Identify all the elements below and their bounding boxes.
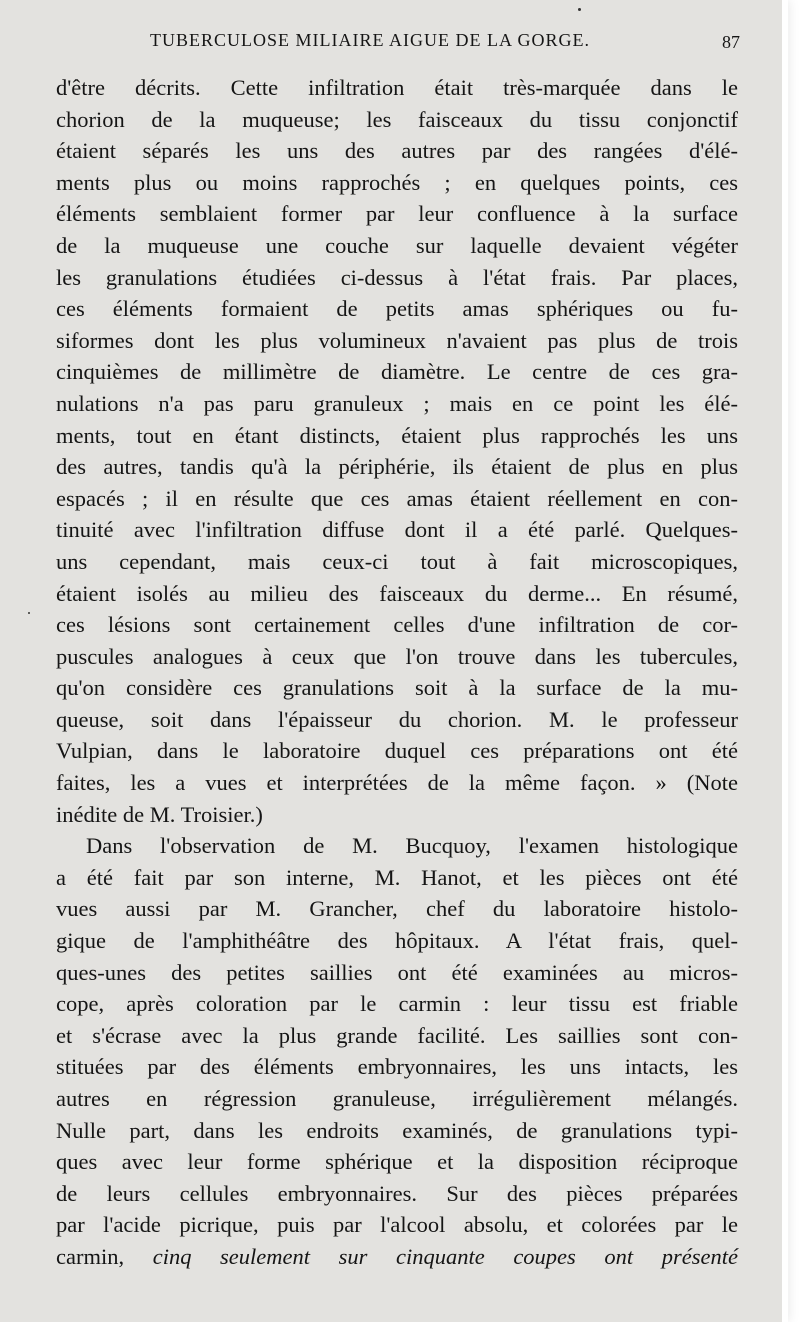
text-line: cinquièmes de millimètre de diamètre. Le centre de ces gra-: [56, 359, 738, 385]
text-line: les granulations étudiées ci-dessus à l'état frais. Par places,: [56, 264, 738, 290]
text-line: Nulle part, dans les endroits examinés, de granulations typi-: [56, 1117, 738, 1143]
paragraph-1: [56, 72, 738, 830]
text-line: qu'on considère ces granulations soit à la surface de la mu-: [56, 675, 738, 701]
text-line: nulations n'a pas paru granuleux ; mais en ce point les élé-: [56, 390, 738, 416]
paragraph-2: [56, 830, 738, 1272]
text-line: siformes dont les plus volumineux n'avaient pas plus de trois: [56, 327, 738, 353]
text-line-mixed: [56, 1241, 738, 1273]
text-line: inédite de M. Troisier.): [56, 801, 263, 827]
running-title: TUBERCULOSE MILIAIRE AIGUE DE LA GORGE.: [150, 30, 590, 50]
text-line: vues aussi par M. Grancher, chef du laboratoire histolo-: [56, 896, 738, 922]
text-line: faites, les a vues et interprétées de la même façon. » (Note: [56, 770, 738, 796]
ink-speck: [28, 612, 30, 614]
text-line: cope, après coloration par le carmin : leur tissu est friable: [56, 991, 738, 1017]
text-line: par l'acide picrique, puis par l'alcool absolu, et colorées par le: [56, 1212, 738, 1238]
text-line: a été fait par son interne, M. Hanot, et les pièces ont été: [56, 864, 738, 890]
text-line: queuse, soit dans l'épaisseur du chorion. M. le professeur: [56, 706, 738, 732]
text-line: uns cependant, mais ceux-ci tout à fait microscopiques,: [56, 548, 738, 574]
text-line: gique de l'amphithéâtre des hôpitaux. A l'état frais, quel-: [56, 928, 738, 954]
text-line: d'être décrits. Cette infiltration était très-marquée dans le: [56, 75, 738, 100]
text-line: ques avec leur forme sphérique et la disposition réciproque: [56, 1149, 738, 1175]
text-line: éléments semblaient former par leur confluence à la surface: [56, 201, 738, 227]
italic-text: cinq seulement sur cinquante coupes ont présenté: [152, 1243, 738, 1269]
text-line: autres en régression granuleuse, irrégulièrement mélangés.: [56, 1086, 738, 1111]
text-line: étaient séparés les uns des autres par des rangées d'élé-: [56, 138, 738, 164]
text-line: ces éléments formaient de petits amas sphériques ou fu-: [56, 296, 738, 322]
page-header: [60, 30, 740, 60]
text-line: et s'écrase avec la plus grande facilité. Les saillies sont con-: [56, 1022, 738, 1048]
text-line: Vulpian, dans le laboratoire duquel ces préparations ont été: [56, 738, 738, 764]
text-line: de la muqueuse une couche sur laquelle devaient végéter: [56, 232, 738, 258]
page-number: 87: [722, 32, 740, 52]
text-line: étaient isolés au milieu des faisceaux du derme... En résumé,: [56, 580, 738, 606]
text-line: chorion de la muqueuse; les faisceaux du tissu conjonctif: [56, 106, 738, 132]
text-line: Dans l'observation de M. Bucquoy, l'examen histologique: [86, 833, 738, 859]
text-line: des autres, tandis qu'à la périphérie, ils étaient de plus en plus: [56, 454, 738, 480]
text-line: ques-unes des petites saillies ont été examinées au micros-: [56, 959, 738, 985]
text-line: ments plus ou moins rapprochés ; en quelques points, ces: [56, 169, 738, 195]
roman-text: carmin,: [56, 1243, 153, 1269]
text-line: tinuité avec l'infiltration diffuse dont il a été parlé. Quelques-: [56, 517, 738, 543]
ink-speck: [578, 8, 581, 11]
body-text: [56, 72, 738, 1273]
text-line: ces lésions sont certainement celles d'une infiltration de cor-: [56, 612, 738, 638]
text-line: stituées par des éléments embryonnaires, les uns intacts, les: [56, 1054, 738, 1080]
text-line: puscules analogues à ceux que l'on trouve dans les tubercules,: [56, 643, 738, 669]
text-line: espacés ; il en résulte que ces amas étaient réellement en con-: [56, 485, 738, 511]
text-line: de leurs cellules embryonnaires. Sur des pièces préparées: [56, 1180, 738, 1206]
text-line: ments, tout en étant distincts, étaient plus rapprochés les uns: [56, 422, 738, 448]
